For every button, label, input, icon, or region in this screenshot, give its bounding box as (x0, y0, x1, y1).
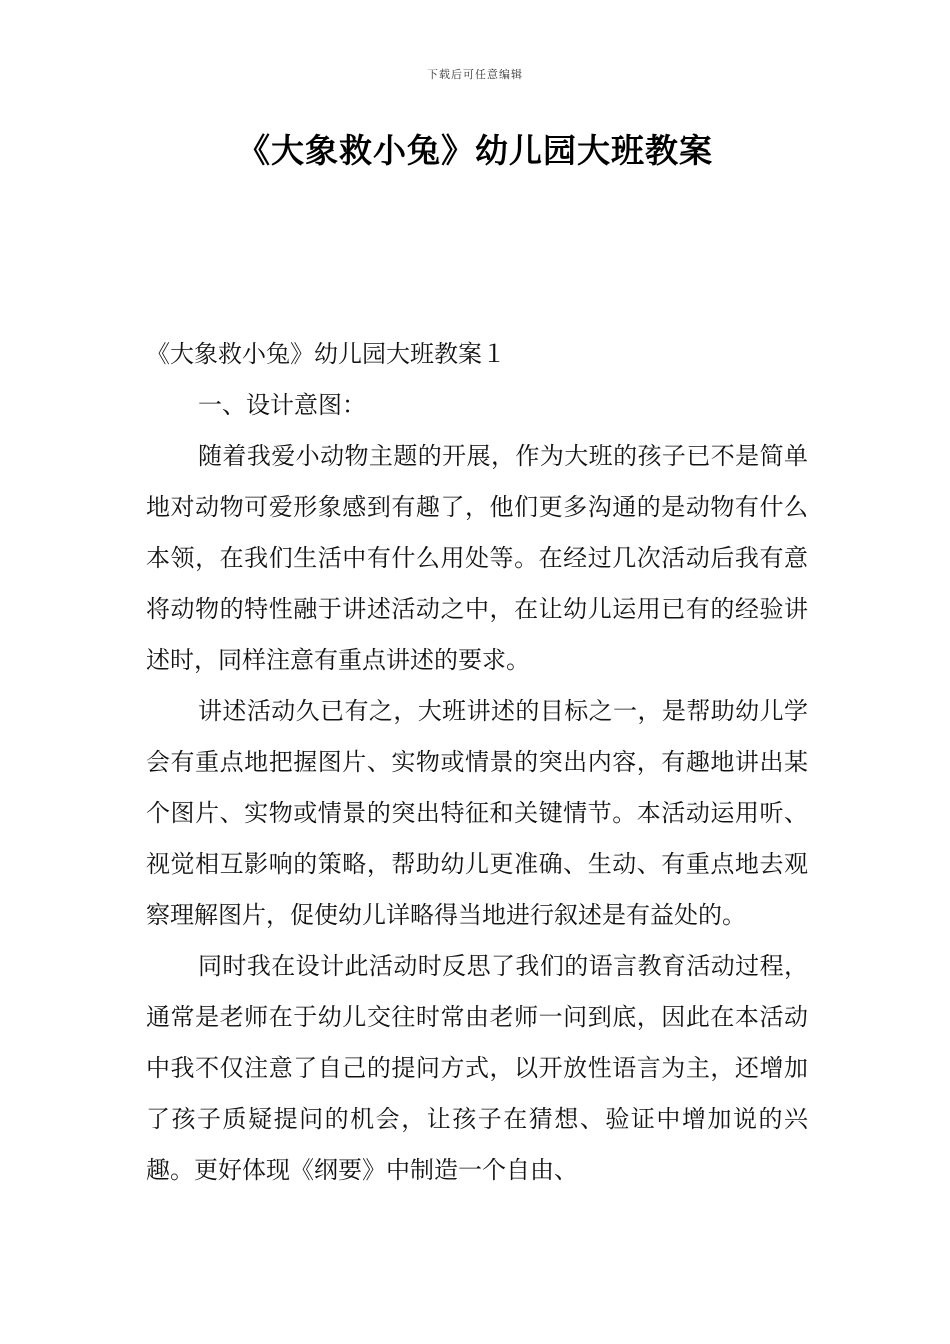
paragraph: 讲述活动久已有之，大班讲述的目标之一，是帮助幼儿学会有重点地把握图片、实物或情景的突出内容，有趣地讲出某个图片、实物或情景的突出特征和关键情节。本活动运用听、视觉相互影响的策略，帮助幼儿更准确、生动、有重点地去观察理解图片，促使幼儿详略得当地进行叙述是有益处的。 (146, 697, 808, 929)
sub-heading-design-intent: 一、设计意图： (198, 391, 366, 419)
document-body (146, 329, 808, 1196)
document-title: 《大象救小兔》幼儿园大班教案 (237, 131, 713, 170)
paragraph: 同时我在设计此活动时反思了我们的语言教育活动过程，通常是老师在于幼儿交往时常由老师一问到底，因此在本活动中我不仅注意了自己的提问方式，以开放性语言为主，还增加了孩子质疑提问的机会，让孩子在猜想、验证中增加说的兴趣。更好体现《纲要》中制造一个自由、 (146, 952, 808, 1184)
header-note: 下载后可任意编辑 (427, 68, 523, 81)
paragraph: 随着我爱小动物主题的开展，作为大班的孩子已不是简单地对动物可爱形象感到有趣了，他们更多沟通的是动物有什么本领，在我们生活中有什么用处等。在经过几次活动后我有意将动物的特性融于讲述活动之中，在让幼儿运用已有的经验讲述时，同样注意有重点讲述的要求。 (146, 442, 808, 674)
section-title: 《大象救小兔》幼儿园大班教案１ (146, 340, 506, 368)
